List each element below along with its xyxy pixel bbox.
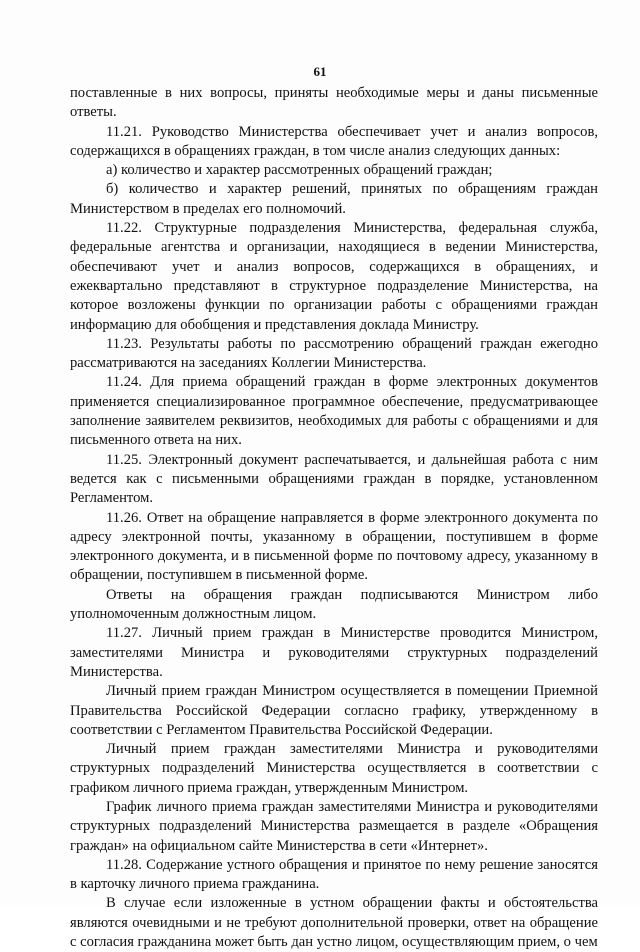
paragraph-11-23: 11.23. Результаты работы по рассмотрению обращений граждан ежегодно рассматриваются на заседаниях Коллегии Министерства. bbox=[70, 335, 598, 372]
document-body bbox=[70, 84, 598, 952]
paragraph-deputies-reception: Личный прием граждан заместителями Министра и руководителями структурных подразделений Министерства осуществляется в соответствии с графиком личного приема граждан, утвержденным Министром. bbox=[70, 741, 598, 796]
paragraph-11-24: 11.24. Для приема обращений граждан в форме электронных документов применяется специализированное программное обеспечение, предусматривающее заполнение заявителем реквизитов, необходимых для работы с обращениями и для письменного ответа на них. bbox=[70, 374, 598, 449]
paragraph-11-22: 11.22. Структурные подразделения Министерства, федеральная служба, федеральные агентства и организации, находящиеся в ведении Министерства, обеспечивают учет и анализ вопросов, содержащихся в обращениях, и ежеквартально представляют в структурное подразделение Министерства, на которое возложены функции по организации работы с обращениями граждан информацию для обобщения и представления доклада Министру. bbox=[70, 220, 598, 333]
paragraph-11-25: 11.25. Электронный документ распечатывается, и дальнейшая работа с ним ведется как с письменными обращениями граждан в порядке, установленном Регламентом. bbox=[70, 451, 598, 507]
paragraph-minister-reception: Личный прием граждан Министром осуществляется в помещении Приемной Правительства Российской Федерации согласно графику, утвержденному в соответствии с Регламентом Правительства Российской Федерации. bbox=[70, 683, 598, 738]
paragraph-continuation: поставленные в них вопросы, приняты необходимые меры и даны письменные ответы. bbox=[70, 85, 598, 121]
paragraph-11-21: 11.21. Руководство Министерства обеспечивает учет и анализ вопросов, содержащихся в обращениях граждан, в том числе анализ следующих данных: bbox=[70, 123, 598, 159]
paragraph-item-a: а) количество и характер рассмотренных обращений граждан; bbox=[106, 162, 493, 179]
paragraph-11-27: 11.27. Личный прием граждан в Министерстве проводится Министром, заместителями Министра и руководителями структурных подразделений Министерства. bbox=[70, 625, 598, 680]
paragraph-item-b: б) количество и характер решений, принятых по обращениям граждан Министерством в пределах его полномочий. bbox=[70, 181, 598, 217]
page-number: 61 bbox=[313, 64, 327, 79]
paragraph-oral-answer: В случае если изложенные в устном обращении факты и обстоятельства являются очевидными и не требуют дополнительной проверки, ответ на обращение с согласия гражданина может быть дан устно лицом, осуществляющим прием, о чем bbox=[70, 895, 598, 951]
paragraph-reception-schedule: График личного приема граждан заместителями Министра и руководителями структурных подразделений Министерства размещается в разделе «Обращения граждан» на официальном сайте Министерства в сети «Интернет». bbox=[70, 798, 598, 854]
paragraph-11-26: 11.26. Ответ на обращение направляется в форме электронного документа по адресу электронной почты, указанному в обращении, поступившем в форме электронного документа, и в письменной форме по почтовому адресу, указанному в обращении, поступившем в письменной форме. bbox=[70, 509, 598, 584]
paragraph-answers-signed: Ответы на обращения граждан подписываются Министром либо уполномоченным должностным лицом. bbox=[70, 586, 598, 623]
paragraph-11-28: 11.28. Содержание устного обращения и принятое по нему решение заносятся в карточку личного приема гражданина. bbox=[70, 856, 598, 893]
